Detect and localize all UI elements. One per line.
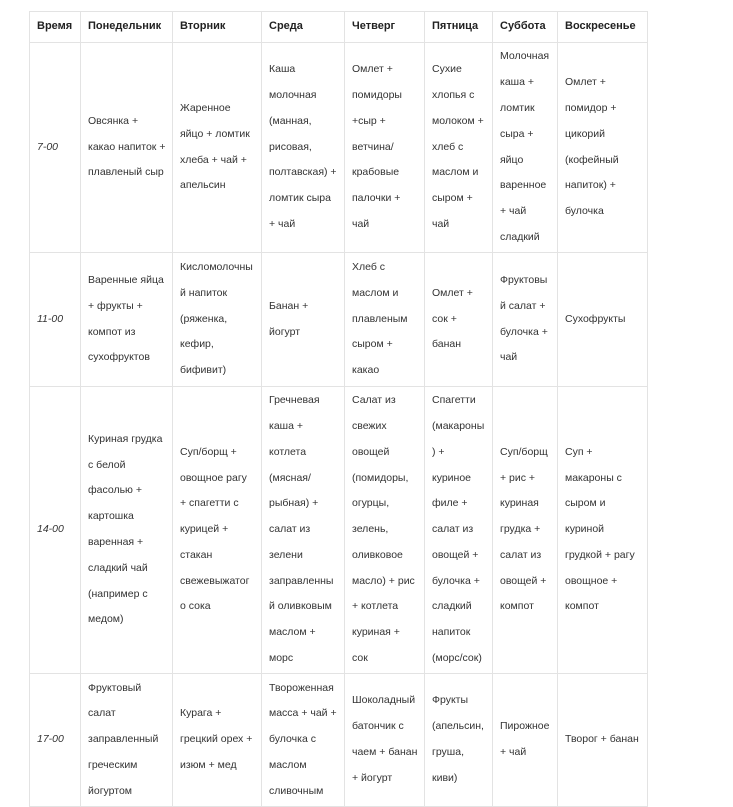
meal-cell: Шоколадный батончик с чаем + банан + йогурт [345, 674, 425, 807]
meal-cell: Жаренное яйцо + ломтик хлеба + чай + апельсин [173, 43, 262, 253]
meal-cell: Курага + грецкий орех + изюм + мед [173, 674, 262, 807]
meal-cell: Молочная каша + ломтик сыра + яйцо варенное + чай сладкий [493, 43, 558, 253]
meal-cell: Фрукты (апельсин, груша, киви) [425, 674, 493, 807]
table-row [30, 43, 648, 253]
header-friday: Пятница [425, 12, 493, 43]
meal-cell: Салат из свежих овощей (помидоры, огурцы, зелень, оливковое масло) + рис + котлета куриная + сок [345, 387, 425, 674]
meal-plan-container [29, 11, 648, 807]
meal-cell: Хлеб с маслом и плавленым сыром + какао [345, 253, 425, 387]
meal-cell: Пирожное + чай [493, 674, 558, 807]
meal-cell: Омлет + помидоры +сыр + ветчина/ крабовые палочки + чай [345, 43, 425, 253]
header-tuesday: Вторник [173, 12, 262, 43]
time-cell: 17-00 [30, 674, 81, 807]
time-cell: 14-00 [30, 387, 81, 674]
meal-cell: Твороженная масса + чай + булочка с маслом сливочным [262, 674, 345, 807]
header-row [30, 12, 648, 43]
header-monday: Понедельник [81, 12, 173, 43]
table-row [30, 253, 648, 387]
table-row [30, 674, 648, 807]
header-wednesday: Среда [262, 12, 345, 43]
meal-cell: Фруктовый салат + булочка + чай [493, 253, 558, 387]
meal-cell: Гречневая каша + котлета (мясная/ рыбная) + салат из зелени заправленный оливковым маслом + морс [262, 387, 345, 674]
meal-cell: Омлет + помидор + цикорий (кофейный напиток) + булочка [558, 43, 648, 253]
meal-cell: Творог + банан [558, 674, 648, 807]
weekly-meal-table [29, 11, 648, 807]
table-row [30, 387, 648, 674]
meal-cell: Суп/борщ + рис + куриная грудка + салат из овощей + компот [493, 387, 558, 674]
meal-cell: Омлет + сок + банан [425, 253, 493, 387]
time-cell: 11-00 [30, 253, 81, 387]
meal-cell: Кисломолочный напиток (ряженка, кефир, бифивит) [173, 253, 262, 387]
meal-cell: Каша молочная (манная, рисовая, полтавская) + ломтик сыра + чай [262, 43, 345, 253]
meal-cell: Сухие хлопья с молоком + хлеб с маслом и сыром + чай [425, 43, 493, 253]
header-saturday: Суббота [493, 12, 558, 43]
meal-cell: Суп/борщ + овощное рагу + спагетти с курицей + стакан свежевыжатого сока [173, 387, 262, 674]
meal-cell: Фруктовый салат заправленный греческим йогуртом [81, 674, 173, 807]
meal-cell: Суп + макароны с сыром и куриной грудкой + рагу овощное + компот [558, 387, 648, 674]
meal-cell: Куриная грудка с белой фасолью + картошка варенная + сладкий чай (например с медом) [81, 387, 173, 674]
time-cell: 7-00 [30, 43, 81, 253]
meal-cell: Овсянка + какао напиток + плавленый сыр [81, 43, 173, 253]
meal-cell: Спагетти (макароны) + куриное филе + салат из овощей + булочка + сладкий напиток (морс/сок) [425, 387, 493, 674]
header-time: Время [30, 12, 81, 43]
header-thursday: Четверг [345, 12, 425, 43]
meal-cell: Банан + йогурт [262, 253, 345, 387]
header-sunday: Воскресенье [558, 12, 648, 43]
meal-cell: Варенные яйца + фрукты + компот из сухофруктов [81, 253, 173, 387]
meal-cell: Сухофрукты [558, 253, 648, 387]
